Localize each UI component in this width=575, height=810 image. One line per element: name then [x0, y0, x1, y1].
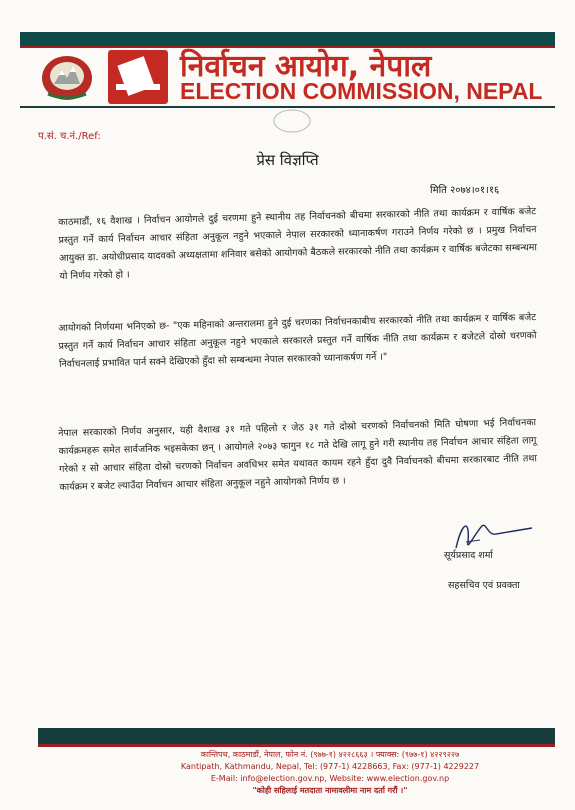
- footer-accent-line: [38, 744, 555, 747]
- document-heading: प्रेस विज्ञप्ति: [256, 151, 319, 169]
- received-stamp: [272, 108, 312, 136]
- signer-title: सहसचिव एवं प्रवक्ता: [448, 580, 520, 591]
- body-paragraph: आयोगको निर्णयमा भनिएको छ- "एक महिनाको अन्तरालमा हुने दुई चरणका निर्वाचनकाबीच सरकारको नीति तथा कार्यक्रम र वार्षिक बजेट प्रस्तुत गर्ने कार्य निर्वाचन आचार संहिता अनुकूल नहुने भएकाले सरकारले प्रस्तुत गर्ने वार्षिक नीति तथा कार्यक्रम र बजेटले दोस्रो चरणको निर्वाचनलाई प्रभावित पार्न सक्ने देखिएको हुँदा सो सम्बन्धमा नेपाल सरकारको ध्यानाकर्षण गर्ने ।": [58, 312, 537, 370]
- nepal-emblem-icon: [40, 52, 95, 102]
- footer-address-nepali: कान्तिपथ, काठमाडौं, नेपाल, फोन नं. (९७७-१) ४२२८६६३ । फ्याक्स: (९७७-१) ४२२९२२७: [200, 750, 460, 759]
- footer-bar: [38, 728, 555, 744]
- ballot-box-icon: [108, 50, 168, 104]
- footer-address-english: Kantipath, Kathmandu, Nepal, Tel: (977-1) 4228663, Fax: (977-1) 4229227: [180, 762, 480, 771]
- footer-contact: E-Mail: info@election.gov.np, Website: www.election.gov.np: [210, 774, 450, 783]
- organization-name-nepali: निर्वाचन आयोग, नेपाल: [180, 49, 432, 84]
- document-date: मिति २०७४।०१।१६: [430, 185, 500, 196]
- reference-label: प.सं. च.नं./Ref:: [38, 131, 101, 142]
- organization-name-english: ELECTION COMMISSION, NEPAL: [180, 78, 543, 104]
- body-paragraph: काठमाडौं, १६ वैशाख । निर्वाचन आयोगले दुई चरणमा हुने स्थानीय तह निर्वाचनको बीचमा सरकारको नीति तथा कार्यक्रम र वार्षिक बजेट प्रस्तुत गर्ने कार्य निर्वाचन आचार संहिता अनुकूल नहुने भएकाले नेपाल सरकारको ध्यानाकर्षण गराउने निर्णय गरेको छ । प्रमुख निर्वाचन आयुक्त डा. अयोधीप्रसाद यादवको अध्यक्षतामा शनिवार बसेको आयोगको बैठकले सरकारको नीति तथा कार्यक्रम र वार्षिक बजेटका सम्बन्धमा यो निर्णय गरेको हो ।: [58, 206, 538, 282]
- signer-name: सूर्यप्रसाद शर्मा: [444, 550, 493, 561]
- body-paragraph: नेपाल सरकारको निर्णय अनुसार, यही वैशाख ३१ गते पहिलो र जेठ ३१ गते दोस्रो चरणको निर्वाचनको मिति घोषणा भई निर्वाचनका कार्यक्रमहरू समेत सार्वजनिक भइसकेका छन् । आयोगले २०७३ फागुन १८ गते देखि लागू हुने गरी स्थानीय तह निर्वाचन आचार संहिता लागू गरेको र सो आचार संहिता दोस्रो चरणको निर्वाचन अवधिभर समेत यथावत कायम रहने हुँदा दुवै निर्वाचनको बीचमा सरकारबाट नीति तथा कार्यक्रम र बजेट ल्याउँदा निर्वाचन आचार संहिता अनुकूल नहुने आयोगको निर्णय छ ।: [58, 417, 538, 493]
- footer-slogan: "कोही सहिलाई मतदाता नामावलीमा नाम दर्ता गरौं ।": [252, 786, 408, 795]
